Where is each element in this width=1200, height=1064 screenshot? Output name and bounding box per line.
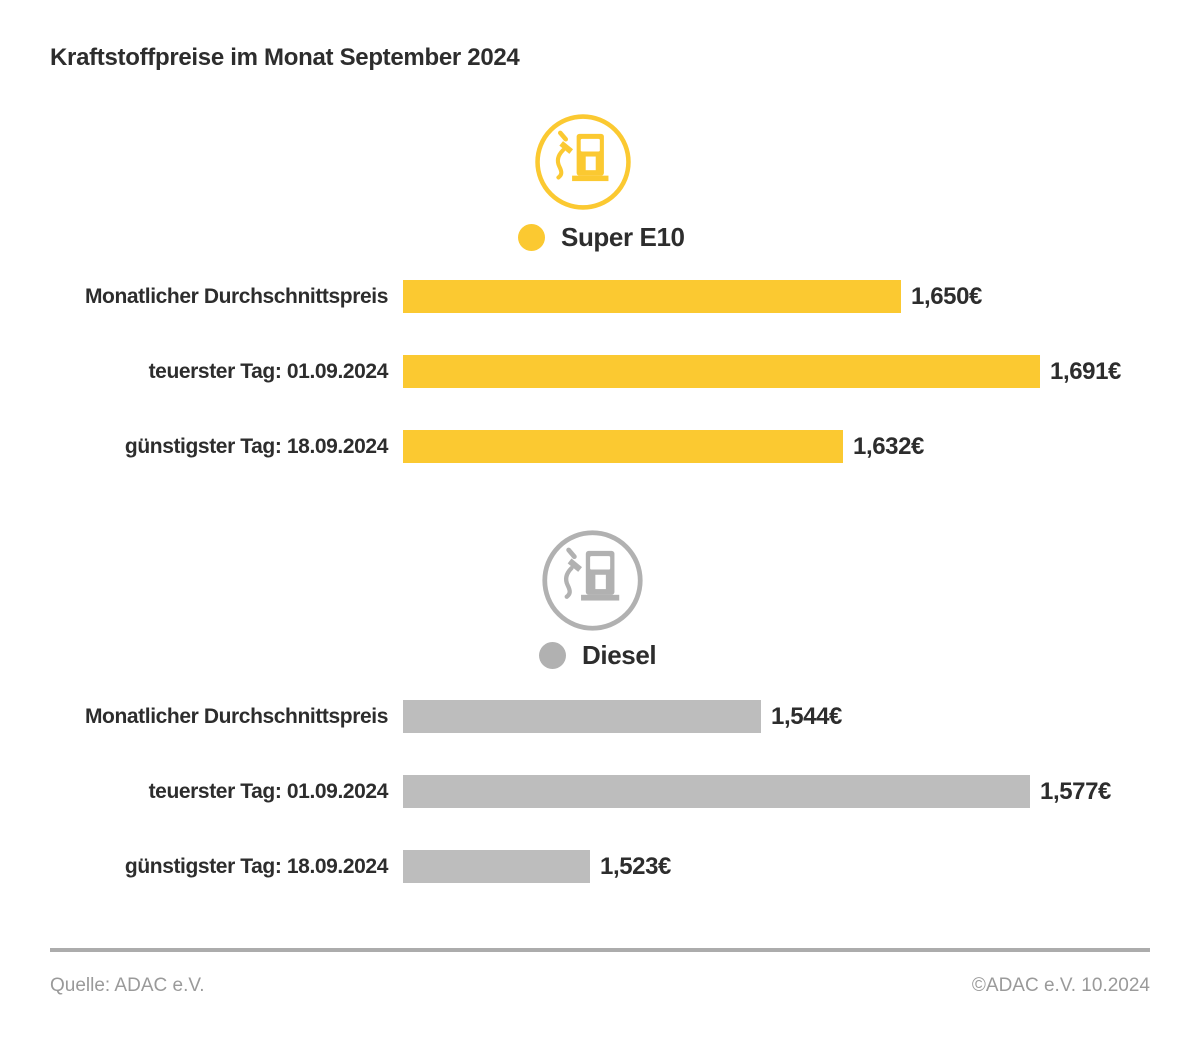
legend-super-e10 xyxy=(518,222,685,253)
bar-diesel-avg xyxy=(403,700,761,733)
legend-label-super-e10: Super E10 xyxy=(561,222,685,252)
bar-row-super-max xyxy=(0,355,1200,388)
footer-source: Quelle: ADAC e.V. xyxy=(50,975,205,996)
bar-row-diesel-avg xyxy=(0,700,1200,733)
page-title: Kraftstoffpreise im Monat September 2024 xyxy=(50,44,520,71)
bar-row-diesel-max xyxy=(0,775,1200,808)
bar-row-super-avg xyxy=(0,280,1200,313)
legend-diesel xyxy=(539,640,656,671)
legend-dot-diesel xyxy=(539,642,566,669)
bar-row-diesel-min xyxy=(0,850,1200,883)
bar-super-max xyxy=(403,355,1040,388)
bar-super-min xyxy=(403,430,843,463)
legend-label-diesel: Diesel xyxy=(582,640,657,670)
bar-value: 1,650€ xyxy=(911,282,983,310)
bar-label: Monatlicher Durchschnittspreis xyxy=(84,704,388,728)
bar-label: teuerster Tag: 01.09.2024 xyxy=(148,779,388,803)
bar-label: teuerster Tag: 01.09.2024 xyxy=(148,359,388,383)
bar-label: günstigster Tag: 18.09.2024 xyxy=(124,434,388,458)
bar-value: 1,523€ xyxy=(600,852,672,880)
bar-label: Monatlicher Durchschnittspreis xyxy=(84,284,388,308)
bar-super-avg xyxy=(403,280,901,313)
fuel-pump-icon xyxy=(540,528,645,633)
bar-value: 1,544€ xyxy=(771,702,843,730)
bar-value: 1,577€ xyxy=(1040,777,1112,805)
bar-diesel-max xyxy=(403,775,1030,808)
bar-value: 1,691€ xyxy=(1050,357,1122,385)
fuel-pump-icon xyxy=(533,112,633,212)
footer-divider xyxy=(50,948,1150,952)
footer-copyright: ©ADAC e.V. 10.2024 xyxy=(971,975,1150,996)
bar-row-super-min xyxy=(0,430,1200,463)
bar-label: günstigster Tag: 18.09.2024 xyxy=(124,854,388,878)
bar-diesel-min xyxy=(403,850,590,883)
bar-value: 1,632€ xyxy=(853,432,925,460)
legend-dot-super-e10 xyxy=(518,224,545,251)
